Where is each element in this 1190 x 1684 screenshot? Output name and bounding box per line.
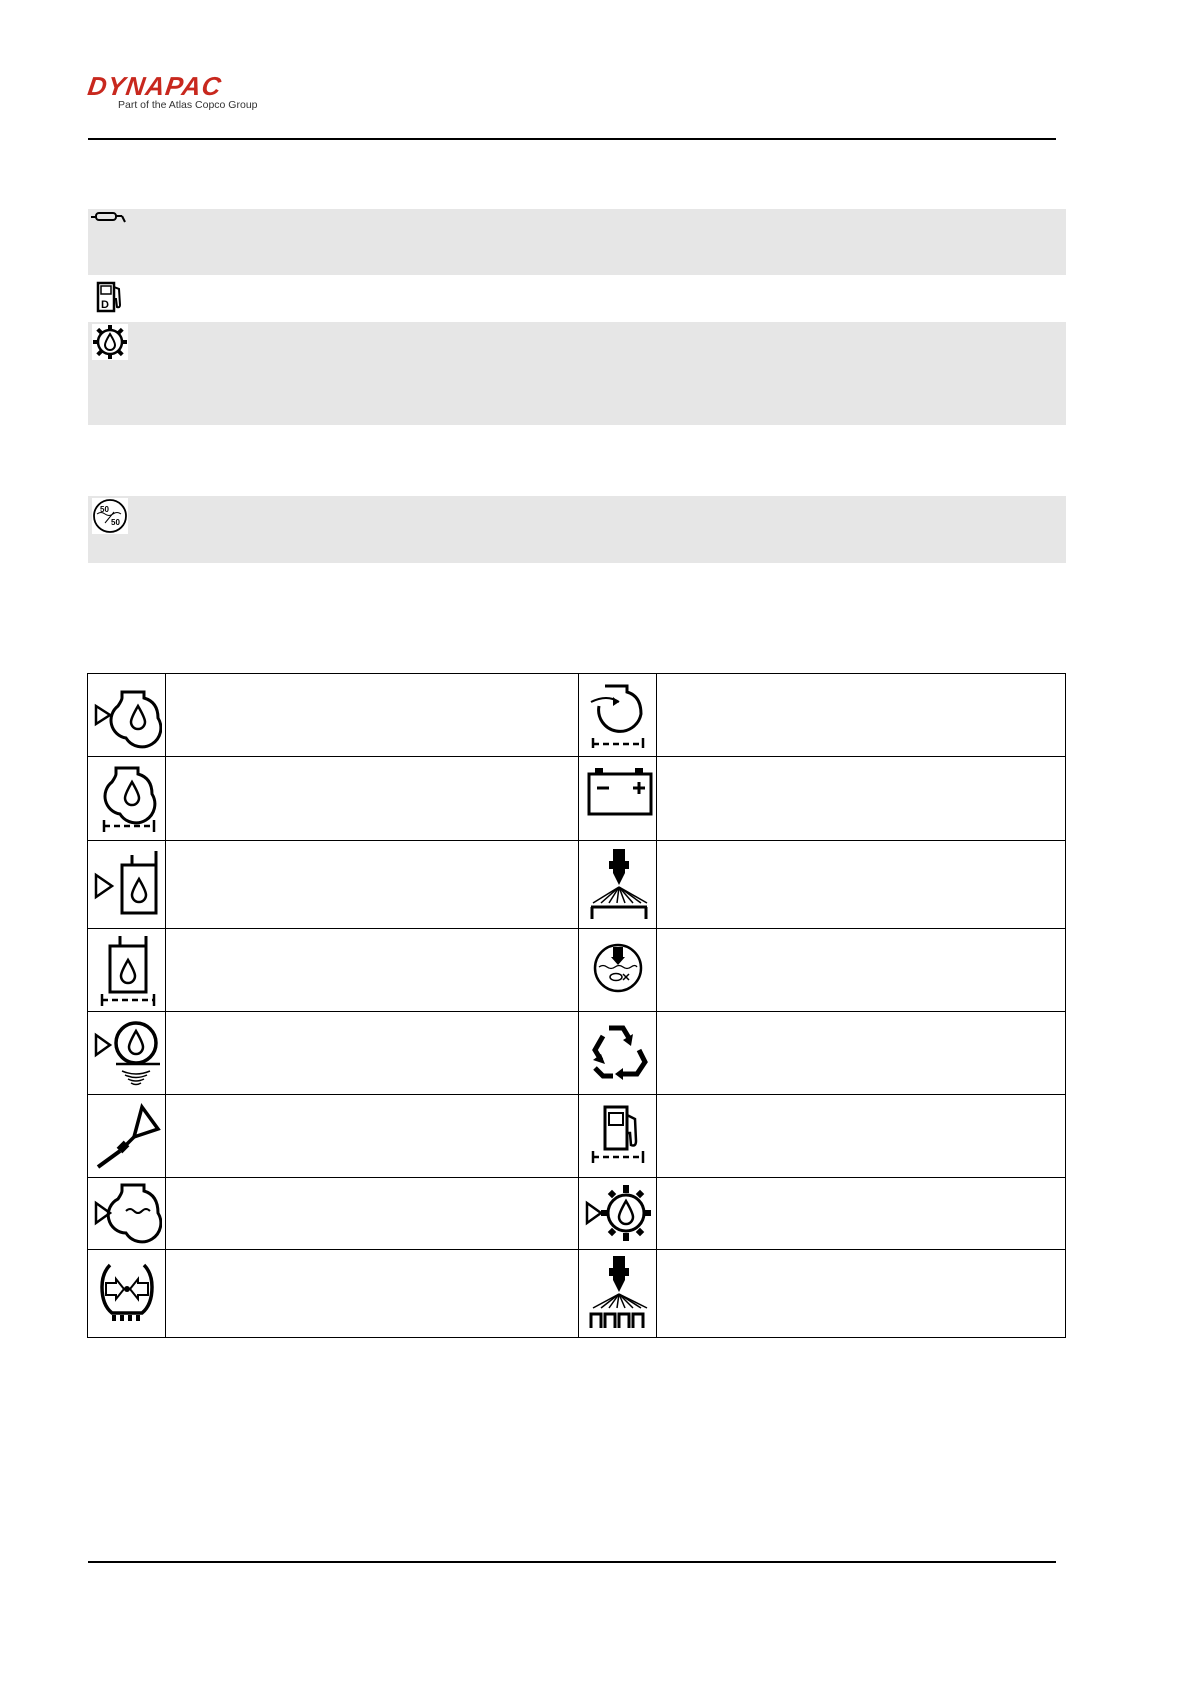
gear-oil-band — [88, 322, 1066, 425]
hydraulic-oil-level-icon — [88, 841, 166, 929]
svg-text:D: D — [101, 299, 109, 311]
engine-oil-filter-description — [166, 757, 579, 841]
sprinkler-icon — [579, 841, 657, 929]
hydraulic-oil-filter-description — [166, 929, 579, 1012]
symbol-table — [87, 673, 1066, 1338]
footer-divider — [88, 1561, 1056, 1563]
dynapac-logo — [85, 71, 288, 114]
engine-air-filter-icon — [579, 674, 657, 757]
logo-brand-text: DYNAPAC — [85, 71, 224, 101]
diesel-fuel-icon — [92, 279, 128, 315]
grease-gun-icon — [90, 209, 130, 229]
engine-air-filter-description — [657, 674, 1066, 757]
sprinkler-description — [657, 841, 1066, 929]
fuel-filter-icon — [579, 1095, 657, 1178]
coolant-level-description — [166, 1178, 579, 1250]
svg-text:50: 50 — [111, 518, 120, 527]
gear-oil-icon — [92, 324, 128, 360]
hydraulic-oil-level-description — [166, 841, 579, 929]
svg-text:50: 50 — [100, 505, 109, 514]
coolant-50-50-icon — [92, 498, 128, 534]
drum-oil-level-description — [166, 1012, 579, 1095]
emulsion-sprinkler-description — [657, 1250, 1066, 1338]
coolant-band — [88, 496, 1066, 563]
lubricating-oil-icon — [88, 1095, 166, 1178]
fuel-band — [88, 275, 1066, 322]
sprinkler-water-description — [657, 929, 1066, 1012]
engine-oil-level-icon — [88, 674, 166, 757]
coolant-level-icon — [88, 1178, 166, 1250]
tyre-pressure-description — [166, 1250, 579, 1338]
logo-tagline: Part of the Atlas Copco Group — [118, 99, 258, 111]
drum-oil-level-icon — [88, 1012, 166, 1095]
table-row — [88, 929, 1066, 1012]
engine-oil-level-description — [166, 674, 579, 757]
grease-band — [88, 209, 1066, 275]
table-row — [88, 1178, 1066, 1250]
gearbox-oil-level-description — [657, 1178, 1066, 1250]
sprinkler-water-icon — [579, 929, 657, 1012]
table-row — [88, 1095, 1066, 1178]
fuel-filter-description — [657, 1095, 1066, 1178]
battery-description — [657, 757, 1066, 841]
table-row — [88, 1250, 1066, 1338]
gearbox-oil-level-icon — [579, 1178, 657, 1250]
engine-oil-filter-icon — [88, 757, 166, 841]
recycling-description — [657, 1012, 1066, 1095]
battery-icon — [579, 757, 657, 841]
emulsion-sprinkler-icon — [579, 1250, 657, 1338]
tyre-pressure-icon — [88, 1250, 166, 1338]
hydraulic-oil-filter-icon — [88, 929, 166, 1012]
table-row — [88, 757, 1066, 841]
table-row — [88, 841, 1066, 929]
recycling-icon — [579, 1012, 657, 1095]
header-divider — [88, 138, 1056, 140]
lubricating-oil-description — [166, 1095, 579, 1178]
table-row — [88, 674, 1066, 757]
table-row — [88, 1012, 1066, 1095]
